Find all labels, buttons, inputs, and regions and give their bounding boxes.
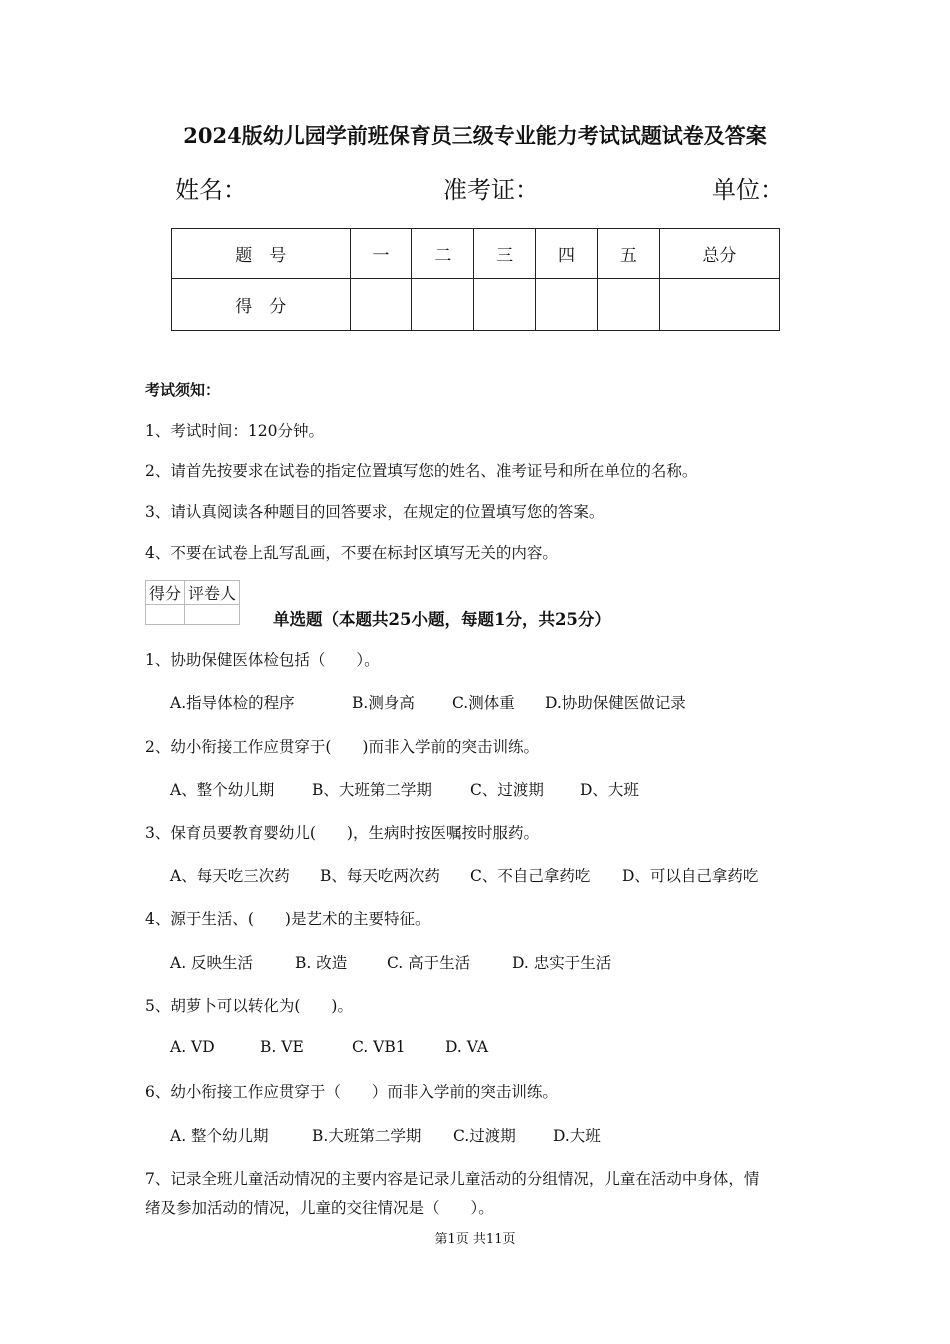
q1-option-c: C.测体重 (452, 694, 515, 712)
page-footer: 第1页 共11页 (434, 1232, 516, 1247)
grader-score-label: 得分 (146, 581, 185, 605)
q6-option-c: C.过渡期 (453, 1127, 516, 1145)
score-entry (474, 279, 536, 331)
notice-heading: 考试须知： (145, 381, 221, 399)
q5-option-a: A. VD (170, 1038, 215, 1056)
question-2: 2、幼小衔接工作应贯穿于( )而非入学前的突击训练。 (145, 738, 539, 756)
q6-option-b: B.大班第二学期 (312, 1127, 422, 1145)
score-cell-2: 二 (412, 229, 474, 279)
q1-option-a: A.指导体检的程序 (170, 694, 295, 712)
q4-option-d: D. 忠实于生活 (512, 954, 612, 972)
grader-score-cell (146, 605, 185, 625)
score-entry (659, 279, 779, 331)
notice-item: 2、请首先按要求在试卷的指定位置填写您的姓名、准考证号和所在单位的名称。 (145, 462, 698, 480)
q4-option-b: B. 改造 (295, 954, 348, 972)
q4-option-c: C. 高于生活 (387, 954, 471, 972)
score-table (171, 228, 780, 331)
q6-option-a: A. 整个幼儿期 (170, 1127, 269, 1145)
score-cell-3: 三 (474, 229, 536, 279)
question-4: 4、源于生活、( )是艺术的主要特征。 (145, 910, 431, 928)
q2-option-d: D、大班 (580, 781, 639, 799)
q3-option-b: B、每天吃两次药 (320, 867, 440, 885)
q1-option-b: B.测身高 (352, 694, 415, 712)
question-7-continued: 绪及参加活动的情况，儿童的交往情况是（ ）。 (145, 1199, 494, 1217)
question-1: 1、协助保健医体检包括（ ）。 (145, 651, 380, 669)
page-title: 2024版幼儿园学前班保育员三级专业能力考试试题试卷及答案 (183, 123, 767, 148)
notice-item: 3、请认真阅读各种题目的回答要求，在规定的位置填写您的答案。 (145, 503, 605, 521)
score-table-header-row (172, 229, 780, 279)
q3-option-c: C、不自己拿药吃 (470, 867, 591, 885)
score-entry (536, 279, 598, 331)
score-row-label: 得 分 (172, 279, 351, 331)
q4-option-a: A. 反映生活 (170, 954, 254, 972)
q6-option-d: D.大班 (553, 1127, 601, 1145)
unit-label: 单位： (712, 176, 784, 204)
grader-box (145, 580, 240, 625)
notice-item: 4、不要在试卷上乱写乱画，不要在标封区填写无关的内容。 (145, 544, 558, 562)
score-entry (412, 279, 474, 331)
score-cell-5: 五 (597, 229, 659, 279)
q5-option-b: B. VE (260, 1038, 304, 1056)
score-cell-label: 题 号 (172, 229, 351, 279)
q5-option-d: D. VA (445, 1038, 489, 1056)
grader-name-cell (185, 605, 240, 625)
question-7: 7、记录全班儿童活动情况的主要内容是记录儿童活动的分组情况，儿童在活动中身体，情 (145, 1170, 760, 1188)
question-3: 3、保育员要教育婴幼儿( )，生病时按医嘱按时服药。 (145, 824, 539, 842)
q3-option-a: A、每天吃三次药 (170, 867, 290, 885)
question-6: 6、幼小衔接工作应贯穿于（ ）而非入学前的突击训练。 (145, 1083, 558, 1101)
score-entry (597, 279, 659, 331)
notice-item: 1、考试时间：120分钟。 (145, 422, 324, 440)
q2-option-c: C、过渡期 (470, 781, 544, 799)
q1-option-d: D.协助保健医做记录 (545, 694, 686, 712)
score-entry (350, 279, 412, 331)
score-table-score-row (172, 279, 780, 331)
score-cell-total: 总分 (659, 229, 779, 279)
score-cell-1: 一 (350, 229, 412, 279)
q5-option-c: C. VB1 (352, 1038, 406, 1056)
score-cell-4: 四 (536, 229, 598, 279)
q2-option-a: A、整个幼儿期 (170, 781, 275, 799)
grader-name-label: 评卷人 (185, 581, 240, 605)
q2-option-b: B、大班第二学期 (312, 781, 432, 799)
section-title: 单选题（本题共25小题，每题1分，共25分） (273, 610, 611, 629)
q3-option-d: D、可以自己拿药吃 (622, 867, 759, 885)
exam-id-label: 准考证： (443, 176, 539, 204)
name-label: 姓名： (175, 176, 247, 204)
question-5: 5、胡萝卜可以转化为( )。 (145, 997, 353, 1015)
